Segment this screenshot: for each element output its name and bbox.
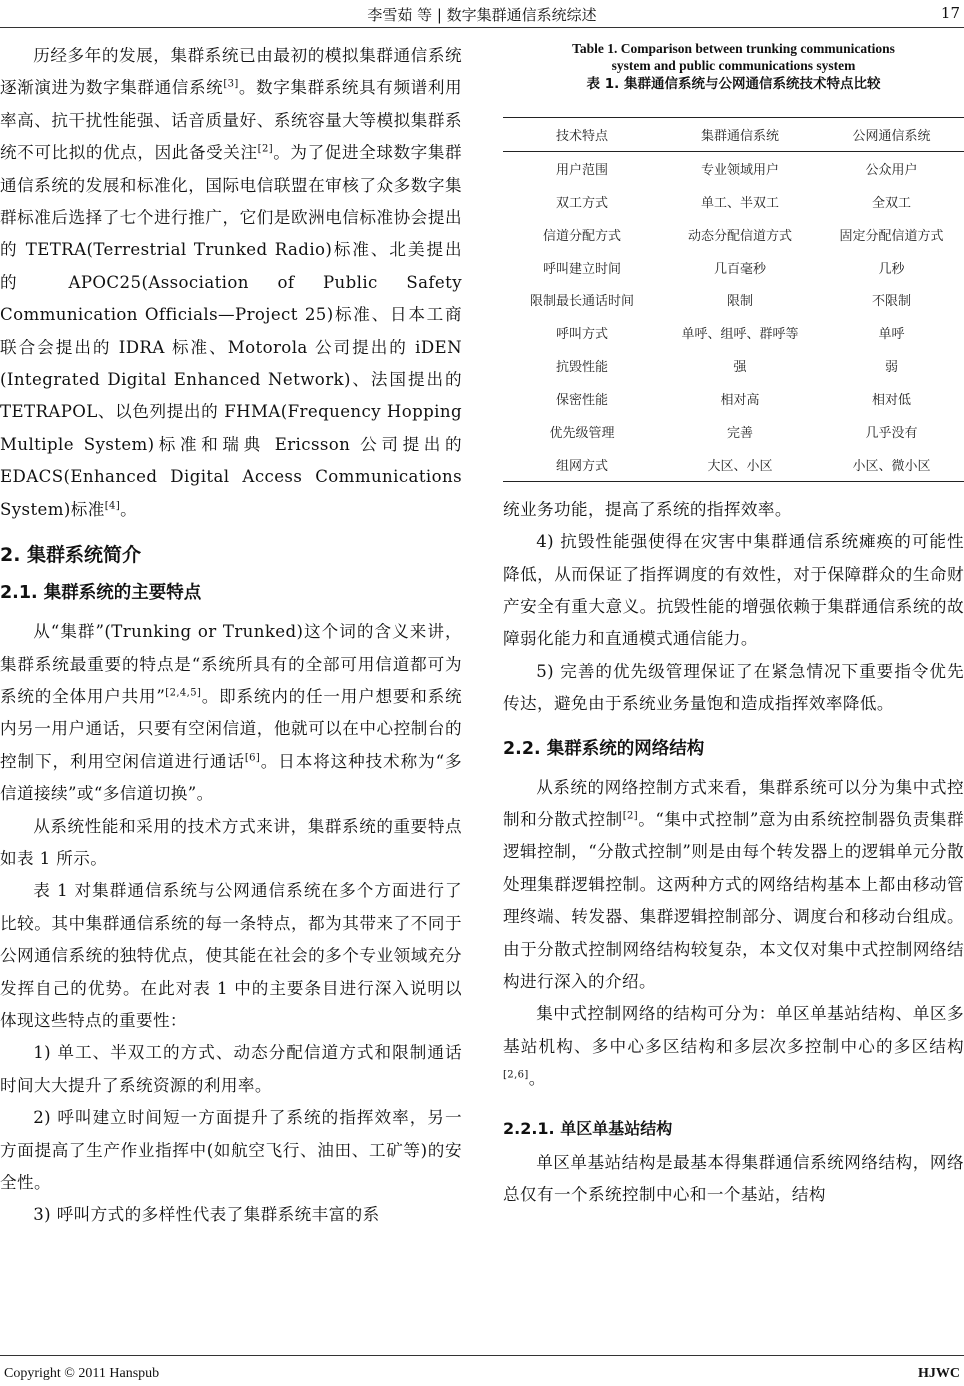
table-row [503, 382, 964, 415]
table-cell: 全双工 [871, 195, 911, 211]
page-number: 17 [940, 4, 960, 22]
subsubsection-heading: 2.2.1. 单区单基站结构 [503, 1118, 673, 1138]
table-cell: 呼叫建立时间 [542, 261, 621, 277]
table-cell: 强 [733, 360, 747, 376]
table-cell: 弱 [884, 360, 898, 376]
table-cell: 公众用户 [865, 162, 918, 178]
table-cell: 小区、微小区 [852, 458, 931, 474]
body-paragraph: 从“集群”(Trunking or Trunked)这个词的含义来讲，集群系统最重要的特点是“系统所具有的全部可用信道都可为系统的全体用户共用”[2,4,5]。即系统内的任一用户想要和系统内另一用户通话，只要有空闲信道，他就可以在中心控制台的控制下，利用空闲信道进行通话[6]。日本将这种技术称为“多信道接续”或“多信道切换”。 [0, 622, 463, 804]
table-cell: 动态分配信道方式 [687, 228, 792, 244]
table-cell: 大区、小区 [707, 458, 773, 474]
page-footer [0, 1355, 964, 1386]
table-row [503, 185, 964, 218]
table-cell: 单呼 [878, 327, 905, 343]
list-item: 3) 呼叫方式的多样性代表了集群系统丰富的系 [33, 1205, 380, 1225]
table-body [503, 151, 964, 481]
right-column [503, 40, 964, 1212]
left-column [0, 40, 462, 1232]
body-paragraph: 表 1 对集群通信系统与公网通信系统在多个方面进行了比较。其中集群通信系统的每一条特点，都为其带来了不同于公网通信系统的独特优点，使其能在社会的多个专业领域充分发挥自己的优势。在此对表 1 中的主要条目进行深入说明以体现这些特点的重要性： [0, 881, 462, 1030]
copyright: Copyright © 2011 Hanspub [4, 1366, 160, 1381]
body-paragraph: 集中式控制网络的结构可分为：单区单基站结构、单区多基站机构、多中心多区结构和多层次多控制中心的多区结构[2,6]。 [503, 1004, 964, 1089]
table-cell: 不限制 [871, 294, 911, 310]
body-paragraph: 统业务功能，提高了系统的指挥效率。 [503, 499, 792, 519]
citation[interactable]: [6] [244, 752, 261, 764]
citation[interactable]: [2] [622, 810, 639, 822]
citation[interactable]: [2] [257, 143, 274, 155]
table-cell: 优先级管理 [549, 425, 615, 441]
table-cell: 相对高 [720, 393, 760, 409]
table-cell: 用户范围 [555, 162, 608, 178]
table-row [503, 251, 964, 284]
table-row [503, 218, 964, 251]
list-item: 1) 单工、半双工的方式、动态分配信道方式和限制通话时间大大提升了系统资源的利用率。 [0, 1043, 462, 1095]
table-row [503, 283, 964, 316]
list-item: 4) 抗毁性能强使得在灾害中集群通信系统瘫痪的可能性降低，从而保证了指挥调度的有效性，对于保障群众的生命财产安全有重大意义。抗毁性能的增强依赖于集群通信系统的故障弱化能力和直通模式通信能力。 [503, 532, 964, 649]
body-paragraph: 从系统的网络控制方式来看，集群系统可以分为集中式控制和分散式控制[2]。“集中式控制”意为由系统控制器负责集群逻辑控制，“分散式控制”则是由每个转发器上的逻辑单元分散处理集群逻辑控制。这两种方式的网络结构基本上都由移动管理终端、转发器、集群逻辑控制部分、调度台和移动台组成。由于分散式控制网络结构较复杂，本文仅对集中式控制网络结构进行深入的介绍。 [503, 777, 964, 992]
table-header-row [503, 118, 964, 152]
subsection-heading: 2.1. 集群系统的主要特点 [0, 583, 202, 604]
list-item: 2) 呼叫建立时间短一方面提升了系统的指挥效率，另一方面提高了生产作业指挥中(如航空飞行、油田、工矿等)的安全性。 [0, 1108, 462, 1192]
table-cell: 抗毁性能 [555, 360, 608, 376]
table-cell: 几乎没有 [865, 425, 918, 441]
journal-abbrev: HJWC [918, 1366, 960, 1381]
table-cell: 限制最长通话时间 [529, 294, 634, 310]
table-row [503, 316, 964, 349]
table-cell: 呼叫方式 [555, 327, 608, 343]
citation[interactable]: [4] [104, 500, 121, 512]
table-cell: 相对低 [871, 393, 911, 409]
table-row [503, 415, 964, 448]
table-cell: 组网方式 [555, 458, 608, 474]
page-header [0, 0, 964, 28]
intro-paragraph: 历经多年的发展，集群系统已由最初的模拟集群通信系统逐渐演进为数字集群通信系统[3]。数字集群系统具有频谱利用率高、抗干扰性能强、话音质量好、系统容量大等模拟集群系统不可比拟的优点，因此备受关注[2]。为了促进全球数字集群通信系统的发展和标准化，国际电信联盟在审核了众多数字集群标准后选择了七个进行推广，它们是欧洲电信标准协会提出的 TETRA(Terrestrial Trunked Radio)标准、北美提出的 APOC25(Association of Public Safety Communication Officials—Project 25)标准、日本工商联合会提出的 IDRA 标准、Motorola 公司提出的 iDEN (Integrated Digital Enhanced Network)、法国提出的 TETRAPOL、以色列提出的 FHMA(Frequency Hopping Multiple System)标准和瑞典 Ericsson 公司提出的 EDACS(Enhanced Digital Access Communications System)标准[4]。 [0, 46, 463, 519]
running-title: 李雪茹 等 | 数字集群通信系统综述 [367, 6, 597, 24]
table-cell: 单呼、组呼、群呼等 [681, 327, 799, 343]
table-cell: 信道分配方式 [542, 228, 621, 244]
table-cell: 保密性能 [555, 393, 608, 409]
table-cell: 单工、半双工 [700, 195, 779, 211]
section-heading: 2. 集群系统简介 [0, 544, 142, 567]
table-caption-cn: 表 1. 集群通信系统与公网通信系统技术特点比较 [586, 76, 881, 92]
list-item: 5) 完善的优先级管理保证了在紧急情况下重要指令优先传达，避免由于系统业务量饱和造成指挥效率降低。 [503, 661, 964, 714]
citation[interactable]: [2,4,5] [165, 687, 202, 699]
table-cell: 限制 [726, 294, 753, 310]
table-cell: 几百毫秒 [713, 261, 766, 277]
table-row [503, 448, 964, 481]
citation[interactable]: [2,6] [503, 1069, 529, 1081]
table-header-cell: 公网通信系统 [852, 128, 931, 144]
subsection-heading: 2.2. 集群系统的网络结构 [503, 738, 705, 759]
table-cell: 几秒 [878, 261, 905, 277]
table-cell: 完善 [726, 425, 753, 441]
table-header-cell: 集群通信系统 [700, 128, 779, 144]
citation[interactable]: [3] [223, 78, 239, 90]
comparison-table [503, 117, 964, 482]
table-header-cell: 技术特点 [555, 128, 608, 144]
table-caption-en: Table 1. Comparison between trunking communications system and public communications system [572, 41, 895, 73]
table-row [503, 151, 964, 184]
body-paragraph: 从系统性能和采用的技术方式来讲，集群系统的重要特点如表 1 所示。 [0, 816, 462, 868]
table-cell: 专业领域用户 [700, 162, 779, 178]
body-paragraph: 单区单基站结构是最基本得集群通信系统网络结构，网络总仅有一个系统控制中心和一个基站，结构 [503, 1152, 964, 1205]
table-cell: 双工方式 [555, 195, 608, 211]
table-cell: 固定分配信道方式 [839, 228, 944, 244]
table-row [503, 349, 964, 382]
